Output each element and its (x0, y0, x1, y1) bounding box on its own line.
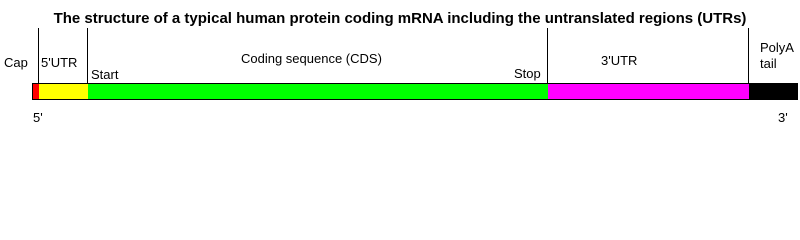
cap-label: Cap (4, 55, 28, 70)
divider-utr5-cds (87, 28, 88, 84)
utr3-segment (548, 83, 749, 100)
utr3-label: 3'UTR (601, 53, 638, 68)
five-prime-end-label: 5' (33, 110, 43, 125)
diagram-title: The structure of a typical human protein coding mRNA including the untranslated regions (UTRs) (53, 10, 747, 27)
three-prime-end-label: 3' (778, 110, 788, 125)
cap-segment (32, 83, 39, 100)
polya-label-line1: PolyA (760, 40, 794, 55)
utr5-segment (39, 83, 88, 100)
utr5-label: 5'UTR (41, 55, 78, 70)
divider-cds-utr3 (547, 28, 548, 84)
cds-segment (88, 83, 548, 100)
start-label: Start (91, 67, 119, 82)
stop-label: Stop (514, 66, 541, 81)
cds-label: Coding sequence (CDS) (241, 51, 382, 66)
polya-tail-segment (749, 83, 798, 100)
divider-cap-utr5 (38, 28, 39, 84)
polya-label-line2: tail (760, 56, 777, 71)
divider-utr3-polya (748, 28, 749, 84)
